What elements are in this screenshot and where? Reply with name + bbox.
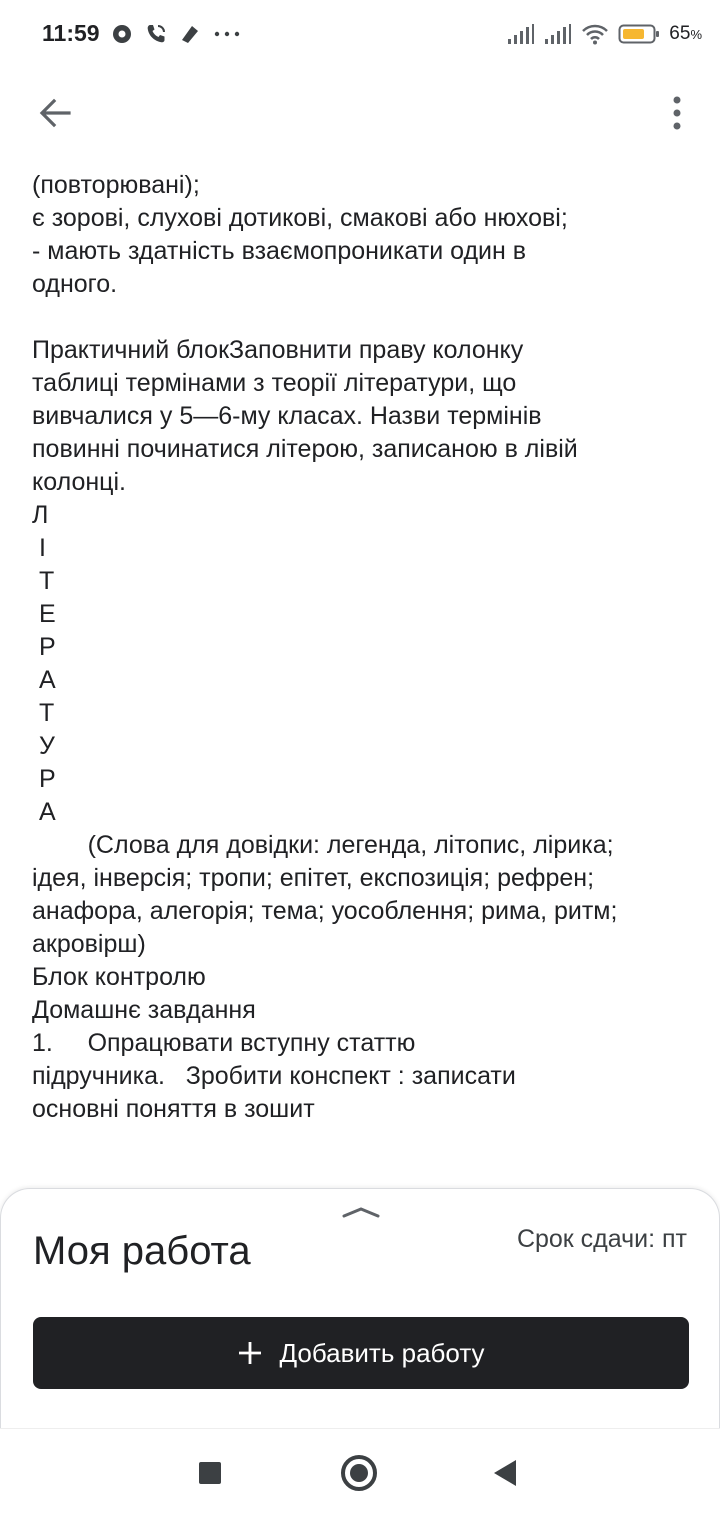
due-date: Срок сдачи: пт: [516, 1225, 687, 1253]
text-line: анафора, алегорія; тема; уособлення; рима, ритм;: [32, 897, 618, 925]
nav-back-icon[interactable]: [494, 1460, 516, 1486]
notification-icons: [110, 20, 242, 48]
text-line: підручника. Зробити конспект : записати: [32, 1062, 516, 1090]
app-bar: [0, 70, 720, 154]
home-icon[interactable]: [341, 1455, 377, 1491]
text-line: Т: [32, 699, 55, 727]
text-line: колонці.: [32, 468, 126, 496]
phone-icon: [144, 22, 168, 46]
battery-icon: [618, 23, 660, 45]
pen-icon: [178, 22, 202, 46]
text-line: (Слова для довідки: легенда, літопис, лірика;: [32, 831, 614, 859]
add-work-button[interactable]: [33, 1317, 689, 1389]
text-line: У: [32, 732, 55, 760]
record-icon: [110, 22, 134, 46]
text-line: [32, 154, 702, 169]
signal-icon-2: [544, 23, 572, 45]
text-line: 1. Опрацювати вступну статтю: [32, 1029, 416, 1057]
home-icon-dot: [350, 1464, 368, 1482]
assignment-description[interactable]: [0, 154, 720, 1194]
description-text: [32, 154, 702, 1192]
more-vert-icon: [671, 95, 683, 131]
recents-icon[interactable]: [199, 1462, 221, 1484]
wifi-icon: [581, 23, 609, 45]
text-line: акровірш): [32, 930, 146, 958]
text-line: Блок контролю: [32, 963, 206, 991]
text-line: Т: [32, 567, 55, 595]
text-line: Домашнє завдання: [32, 996, 256, 1024]
text-line: [32, 1126, 702, 1159]
plus-icon: [237, 1340, 263, 1366]
text-line: (повторювані);: [32, 171, 200, 199]
text-line: Р: [32, 633, 56, 661]
status-time: 11:59: [42, 20, 100, 46]
text-line: Л: [32, 501, 49, 529]
text-line: Е: [32, 600, 56, 628]
status-bar: [0, 0, 720, 70]
text-line: А: [32, 666, 56, 694]
text-line: ідея, інверсія; тропи; епітет, експозиція; рефрен;: [32, 864, 595, 892]
text-line: вивчалися у 5—6-му класах. Назви термінів: [32, 402, 542, 430]
system-icons: [507, 20, 702, 48]
text-line: - мають здатність взаємопроникати один в: [32, 237, 527, 265]
more-notifications-icon: [212, 22, 242, 46]
system-navigation-bar: [0, 1428, 720, 1520]
add-work-label: Добавить работу: [279, 1337, 485, 1368]
my-work-title: Моя работа: [33, 1229, 251, 1273]
back-button[interactable]: [32, 90, 78, 136]
text-line: А: [32, 798, 56, 826]
text-line: [32, 301, 702, 334]
text-line: І: [32, 534, 46, 562]
chevron-up-icon[interactable]: [341, 1205, 381, 1219]
text-line: повинні починатися літерою, записаною в лівій: [32, 435, 578, 463]
text-line: Практичний блокЗаповнити праву колонку: [32, 336, 524, 364]
text-line: основні поняття в зошит: [32, 1095, 315, 1123]
text-line: одного.: [32, 270, 118, 298]
arrow-back-icon: [37, 95, 73, 131]
text-line: Р: [32, 765, 56, 793]
battery-percent: 65%: [669, 23, 702, 44]
signal-icon: [507, 23, 535, 45]
text-line: є зорові, слухові дотикові, смакові або нюхові;: [32, 204, 568, 232]
text-line: таблиці термінами з теорії літератури, що: [32, 369, 517, 397]
my-work-sheet[interactable]: [0, 1188, 720, 1428]
more-options-button[interactable]: [654, 90, 700, 136]
